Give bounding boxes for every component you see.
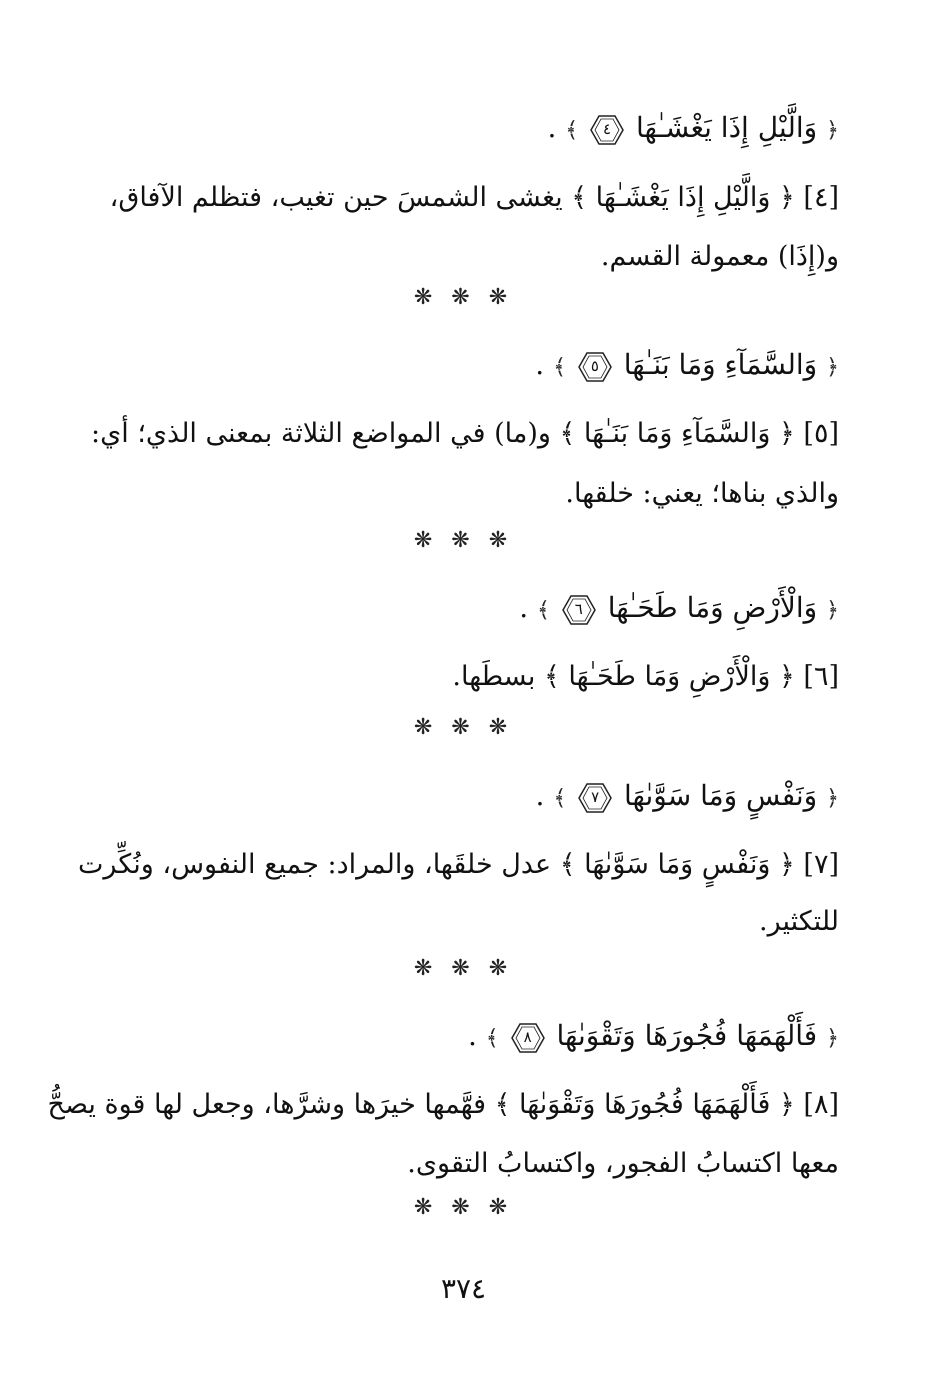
section-separator: ❋ ❋ ❋: [413, 285, 514, 310]
ornament-open-icon: ﴿: [826, 118, 839, 143]
ornament-close-icon: ﴾: [537, 598, 550, 623]
ornament-open-icon: ﴿: [826, 786, 839, 811]
verse-text: وَنَفْسٍ وَمَا سَوَّىٰهَا: [624, 779, 818, 812]
section-separator: ❋ ❋ ❋: [413, 956, 514, 981]
verse-line-5: [112, 345, 839, 388]
section-separator: ❋ ❋ ❋: [413, 1195, 514, 1220]
ornament-open-icon: ﴿: [826, 355, 839, 380]
verse-text: وَالسَّمَآءِ وَمَا بَنَـٰهَا: [623, 348, 818, 381]
verse-line-7: [112, 776, 839, 819]
ornament-close-icon: ﴾: [553, 355, 566, 380]
verse-tail: .: [519, 591, 529, 624]
verse-tail: .: [547, 111, 557, 144]
verse-tail: .: [467, 1019, 477, 1052]
verse-line-4: [112, 108, 839, 151]
ornament-open-icon: ﴿: [826, 1026, 839, 1051]
section-separator: ❋ ❋ ❋: [413, 715, 514, 740]
verse-tail: .: [535, 348, 545, 381]
commentary-line: [٨] ﴿ فَأَلْهَمَهَا فُجُورَهَا وَتَقْوَىٰهَا ﴾ فهَّمها خيرَها وشرَّها، وجعل لها قوة يصحُّ: [47, 1089, 839, 1120]
ayah-number-badge: ٥: [577, 351, 613, 383]
ayah-number-badge: ٧: [577, 782, 613, 814]
verse-line-8: [112, 1016, 839, 1059]
verse-text: فَأَلْهَمَهَا فُجُورَهَا وَتَقْوَىٰهَا: [556, 1019, 818, 1052]
commentary-line: والذي بناها؛ يعني: خلقها.: [565, 478, 839, 509]
verse-tail: .: [535, 779, 545, 812]
verse-text: وَالَّيْلِ إِذَا يَغْشَـٰهَا: [635, 111, 818, 144]
commentary-line: معها اكتسابُ الفجور، واكتسابُ التقوى.: [407, 1148, 839, 1179]
ayah-number-badge: ٤: [589, 114, 625, 146]
ornament-open-icon: ﴿: [826, 598, 839, 623]
ornament-close-icon: ﴾: [565, 118, 579, 143]
commentary-line: [٤] ﴿ وَالَّيْلِ إِذَا يَغْشَـٰهَا ﴾ يغشى الشمسَ حين تغيب، فتظلم الآفاق،: [109, 182, 839, 213]
commentary-line: [٥] ﴿ وَالسَّمَآءِ وَمَا بَنَـٰهَا ﴾ و(ما) في المواضع الثلاثة بمعنى الذي؛ أي:: [91, 418, 839, 449]
commentary-line: [٧] ﴿ وَنَفْسٍ وَمَا سَوَّىٰهَا ﴾ عدل خلقَها، والمراد: جميع النفوس، ونُكِّرت: [78, 849, 839, 880]
ayah-number-badge: ٦: [561, 594, 597, 626]
commentary-line: [٦] ﴿ وَالْأَرْضِ وَمَا طَحَـٰهَا ﴾ بسطَها.: [452, 661, 839, 692]
section-separator: ❋ ❋ ❋: [413, 528, 514, 553]
commentary-line: للتكثير.: [759, 906, 839, 937]
page-number: ٣٧٤: [440, 1272, 487, 1305]
verse-text: وَالْأَرْضِ وَمَا طَحَـٰهَا: [607, 591, 818, 624]
ayah-number-badge: ٨: [510, 1022, 546, 1054]
ornament-close-icon: ﴾: [485, 1026, 499, 1051]
verse-line-6: [112, 588, 839, 631]
commentary-line: و(إِذَا) معمولة القسم.: [600, 241, 839, 272]
ornament-close-icon: ﴾: [553, 786, 567, 811]
